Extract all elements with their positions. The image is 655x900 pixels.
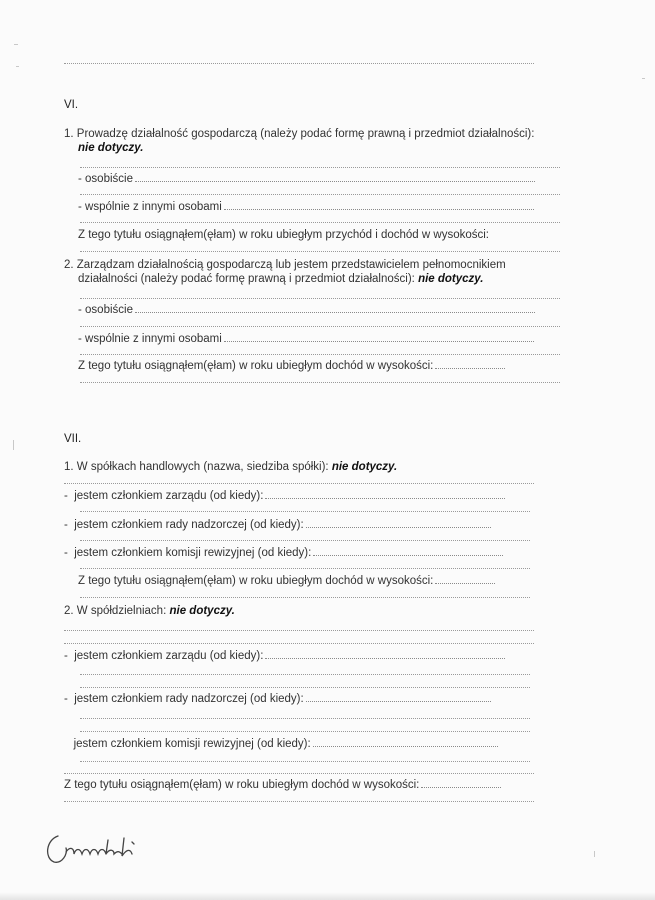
section-vi-item2-jointly: - wspólnie z innymi osobami <box>78 332 534 346</box>
dotted-line <box>80 221 560 223</box>
section-vi-item2-label-line1: 2. Zarządzam działalnością gospodarczą lub jestem przedstawicielem pełnomocnikiem <box>64 259 506 271</box>
section-vii-item1-label: 1. W spółkach handlowych (nazwa, siedziba spółki): nie dotyczy. <box>64 461 398 473</box>
section-vi-item1-income: Z tego tytułu osiągnąłem(ęłam) w roku ubiegłym przychód i dochód w wysokości: <box>78 229 489 241</box>
section-vi-heading: VI. <box>64 99 79 111</box>
dotted-line <box>64 772 534 774</box>
scan-mark <box>14 44 18 45</box>
scan-mark <box>13 440 14 450</box>
dotted-line <box>80 353 560 355</box>
signature <box>40 828 150 873</box>
scan-mark <box>16 66 19 67</box>
section-vii-item1-answer: nie dotyczy. <box>331 461 398 473</box>
section-vii-item2-label: 2. W spółdzielniach: nie dotyczy. <box>64 605 235 617</box>
section-vii-item1-board: - jestem członkiem zarządu (od kiedy): <box>64 489 505 503</box>
section-vi-item1-personally: - osobiście <box>78 172 535 186</box>
section-vii-item2-supervisory: - jestem członkiem rady nadzorczej (od kiedy): <box>64 692 491 706</box>
dotted-line <box>80 686 530 688</box>
page-edge <box>0 892 655 900</box>
section-vi-item1-jointly: - wspólnie z innymi osobami <box>78 200 534 214</box>
dotted-line <box>80 596 530 598</box>
section-vii-item2-income: Z tego tytułu osiągnąłem(ęłam) w roku ubiegłym dochód w wysokości: <box>64 778 501 792</box>
section-vi-item2-answer: nie dotyczy. <box>418 273 484 285</box>
dotted-line <box>80 250 560 252</box>
dotted-line <box>80 760 530 762</box>
section-vi-item2-label-line2: działalności (należy podać formę prawną i przedmiot działalności): nie dotyczy. <box>78 273 484 285</box>
section-vii-heading: VII. <box>64 433 82 445</box>
dotted-line <box>80 567 530 569</box>
dotted-line <box>64 482 534 484</box>
section-vi-item1-answer: nie dotyczy. <box>78 142 144 154</box>
scan-mark <box>642 78 645 79</box>
dotted-line <box>80 717 530 719</box>
dotted-line <box>80 730 530 732</box>
scan-mark <box>594 851 595 857</box>
signature-scribble <box>40 828 150 868</box>
section-vii-item2-audit: jestem członkiem komisji rewizyjnej (od kiedy): <box>64 737 498 751</box>
dotted-line <box>64 629 534 631</box>
section-vi-item1-label: 1. Prowadzę działalność gospodarczą (należy podać formę prawną i przedmiot działalności): <box>64 128 535 140</box>
dotted-line <box>80 166 560 168</box>
dotted-line <box>80 325 560 327</box>
dotted-line <box>80 510 530 512</box>
dotted-line <box>80 539 530 541</box>
dotted-line <box>80 381 560 383</box>
dotted-line <box>64 800 534 802</box>
section-vi-item2-personally: - osobiście <box>78 303 535 317</box>
dotted-line <box>64 62 534 64</box>
section-vi-item2-income: Z tego tytułu osiągnąłem(ęłam) w roku ubiegłym dochód w wysokości: <box>78 359 505 373</box>
section-vii-item2-answer: nie dotyczy. <box>169 605 235 617</box>
section-vii-item2-board: - jestem członkiem zarządu (od kiedy): <box>64 649 505 663</box>
dotted-line <box>80 297 560 299</box>
dotted-line <box>64 642 534 644</box>
dotted-line <box>80 193 560 195</box>
section-vii-item1-supervisory: - jestem członkiem rady nadzorczej (od kiedy): <box>64 518 491 532</box>
section-vii-item1-income: Z tego tytułu osiągnąłem(ęłam) w roku ubiegłym dochód w wysokości: <box>78 574 495 588</box>
dotted-line <box>80 673 530 675</box>
section-vii-item1-audit: - jestem członkiem komisji rewizyjnej (od kiedy): <box>64 546 503 560</box>
